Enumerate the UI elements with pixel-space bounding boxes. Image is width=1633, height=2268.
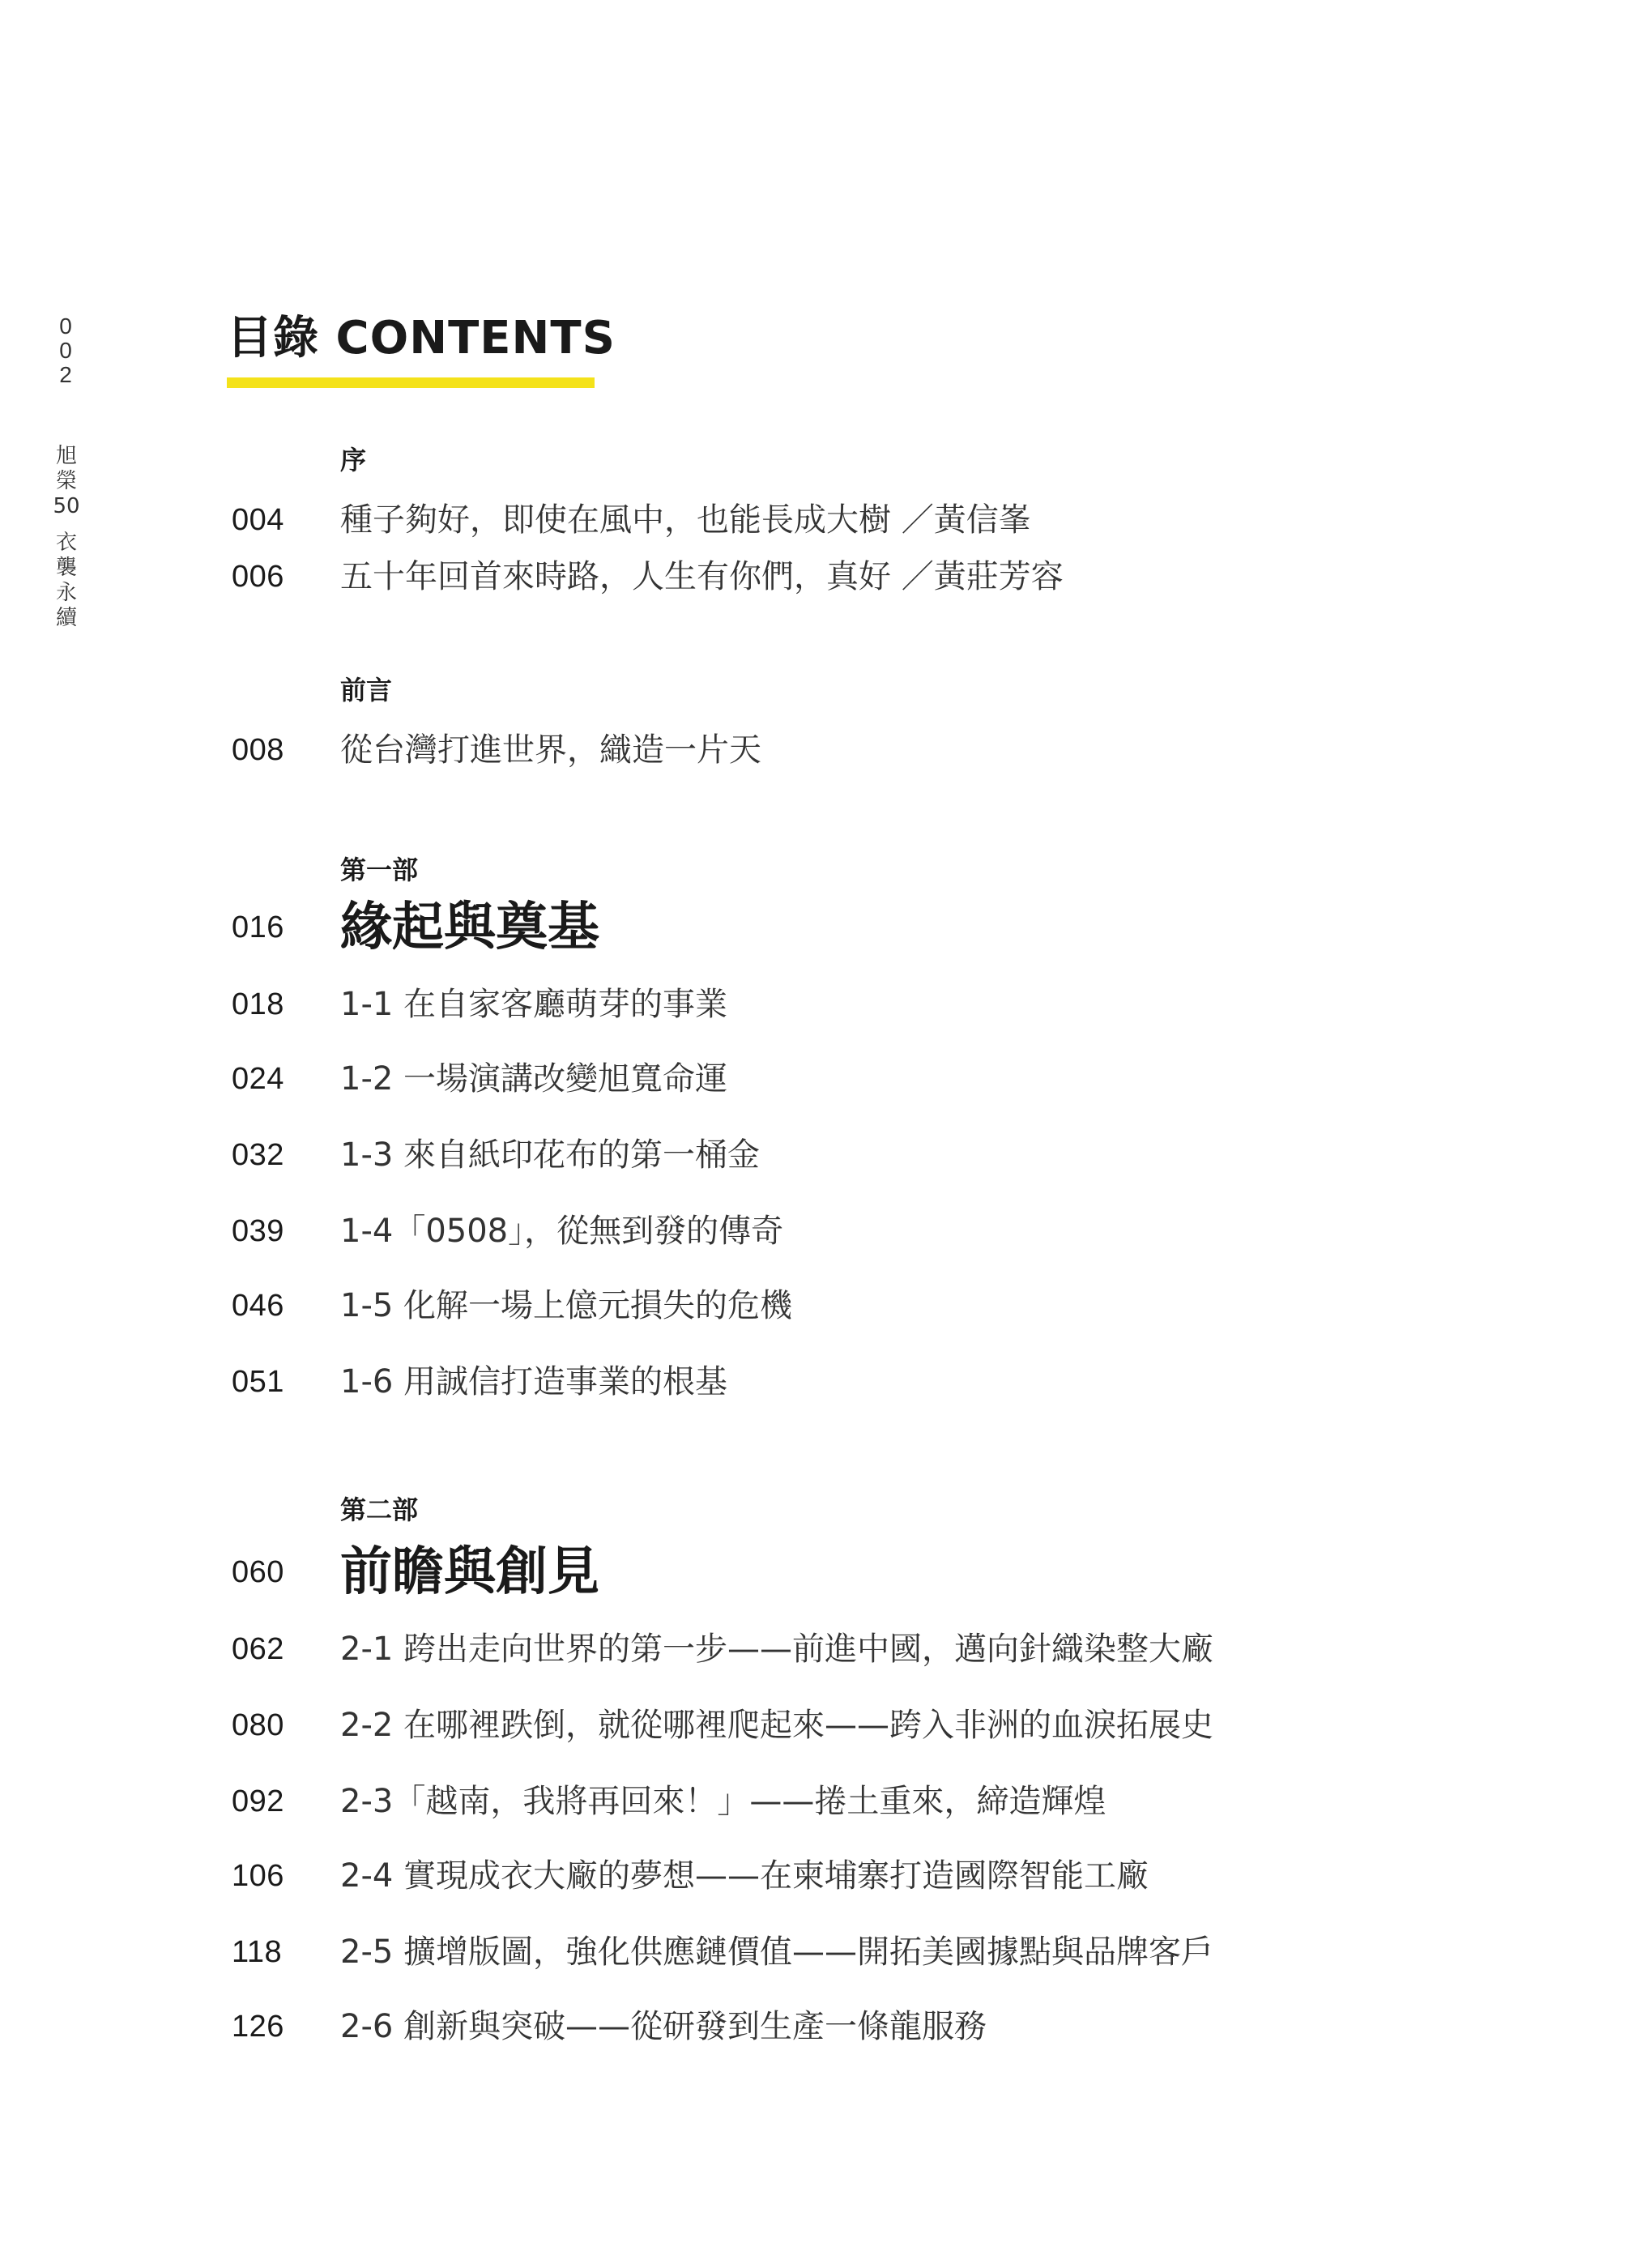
toc-entry-title: 從台灣打進世界，織造一片天 xyxy=(340,731,761,769)
toc-entry[interactable] xyxy=(0,980,1633,1029)
toc-page-number: 018 xyxy=(232,987,284,1021)
book-title-char: 續 xyxy=(55,606,77,630)
toc-entry-title: 2-2 在哪裡跌倒，就從哪裡爬起來——跨入非洲的血淚拓展史 xyxy=(340,1707,1214,1744)
toc-entry[interactable] xyxy=(0,1777,1633,1826)
toc-page-number: 126 xyxy=(232,2010,284,2044)
book-title-char: 衣 xyxy=(55,531,77,555)
page-number-digit: 2 xyxy=(59,362,72,387)
toc-page-number: 024 xyxy=(232,1062,284,1096)
page-number-digit: 0 xyxy=(59,338,72,363)
toc-entry-title: 2-4 實現成衣大廠的夢想——在柬埔寨打造國際智能工廠 xyxy=(340,1857,1149,1895)
book-title-char: 永 xyxy=(55,581,77,605)
toc-page-number: 051 xyxy=(232,1365,284,1399)
toc-entry[interactable] xyxy=(0,1055,1633,1103)
section-label-foreword: 前言 xyxy=(340,675,393,706)
page-title: 目錄 CONTENTS xyxy=(227,312,616,364)
toc-entry[interactable] xyxy=(0,2002,1633,2051)
toc-page-number: 118 xyxy=(232,1935,283,1969)
toc-entry[interactable] xyxy=(0,1207,1633,1256)
book-title-char: 旭 xyxy=(55,444,77,468)
toc-page-number: 092 xyxy=(232,1784,284,1818)
part-heading[interactable] xyxy=(0,1536,1633,1609)
toc-page-number: 062 xyxy=(232,1632,284,1666)
section-label-part1: 第一部 xyxy=(340,855,419,885)
toc-page-number: 032 xyxy=(232,1138,284,1172)
toc-entry-title: 1-6 用誠信打造事業的根基 xyxy=(340,1363,728,1400)
toc-entry[interactable] xyxy=(0,1281,1633,1330)
toc-entry[interactable] xyxy=(0,496,1633,544)
toc-entry-title: 2-1 跨出走向世界的第一步——前進中國，邁向針織染整大廠 xyxy=(340,1631,1214,1668)
toc-entry[interactable] xyxy=(0,1701,1633,1750)
section-label-part2: 第二部 xyxy=(340,1494,419,1525)
toc-entry-title: 2-3「越南，我將再回來！」——捲土重來，締造輝煌 xyxy=(340,1783,1106,1820)
contents-heading xyxy=(227,306,616,388)
toc-page-number: 106 xyxy=(232,1859,284,1893)
toc-page-number: 006 xyxy=(232,560,284,594)
part-title: 緣起與奠基 xyxy=(340,897,599,957)
toc-entry-title: 1-4「0508」，從無到發的傳奇 xyxy=(340,1213,784,1250)
toc-entry-title: 五十年回首來時路，人生有你們，真好 ／黃莊芳容 xyxy=(340,558,1064,595)
toc-page-number: 039 xyxy=(232,1214,284,1248)
heading-underline xyxy=(227,377,595,388)
section-label-preface: 序 xyxy=(340,445,367,475)
toc-page-number: 004 xyxy=(232,503,284,537)
toc-entry-title: 1-2 一場演講改變旭寬命運 xyxy=(340,1060,728,1098)
toc-entry-title: 1-5 化解一場上億元損失的危機 xyxy=(340,1287,793,1324)
running-page-number xyxy=(53,314,78,387)
toc-entry[interactable] xyxy=(0,1625,1633,1673)
toc-entry[interactable] xyxy=(0,1131,1633,1179)
page-number-digit: 0 xyxy=(59,313,72,339)
toc-entry[interactable] xyxy=(0,552,1633,601)
part-heading[interactable] xyxy=(0,891,1633,964)
toc-page-number: 008 xyxy=(232,733,284,767)
toc-page-number: 060 xyxy=(232,1555,284,1589)
toc-page-number: 046 xyxy=(232,1289,284,1323)
part-title: 前瞻與創見 xyxy=(340,1542,599,1602)
toc-entry-title: 2-5 擴增版圖，強化供應鏈價值——開拓美國據點與品牌客戶 xyxy=(340,1933,1214,1971)
toc-page-number: 080 xyxy=(232,1708,284,1742)
toc-page-number: 016 xyxy=(232,910,284,944)
toc-entry-title: 種子夠好，即使在風中，也能長成大樹 ／黃信峯 xyxy=(340,501,1031,539)
book-title-char: 榮 xyxy=(55,469,77,493)
toc-entry[interactable] xyxy=(0,1358,1633,1406)
toc-entry[interactable] xyxy=(0,1852,1633,1900)
toc-entry[interactable] xyxy=(0,726,1633,774)
toc-entry[interactable] xyxy=(0,1928,1633,1976)
toc-entry-title: 1-1 在自家客廳萌芽的事業 xyxy=(340,986,728,1023)
toc-entry-title: 1-3 來自紙印花布的第一桶金 xyxy=(340,1136,761,1174)
book-title-char: 50 xyxy=(53,494,80,518)
toc-entry-title: 2-6 創新與突破——從研發到生產一條龍服務 xyxy=(340,2008,987,2045)
book-title-char: 襲 xyxy=(55,556,77,580)
